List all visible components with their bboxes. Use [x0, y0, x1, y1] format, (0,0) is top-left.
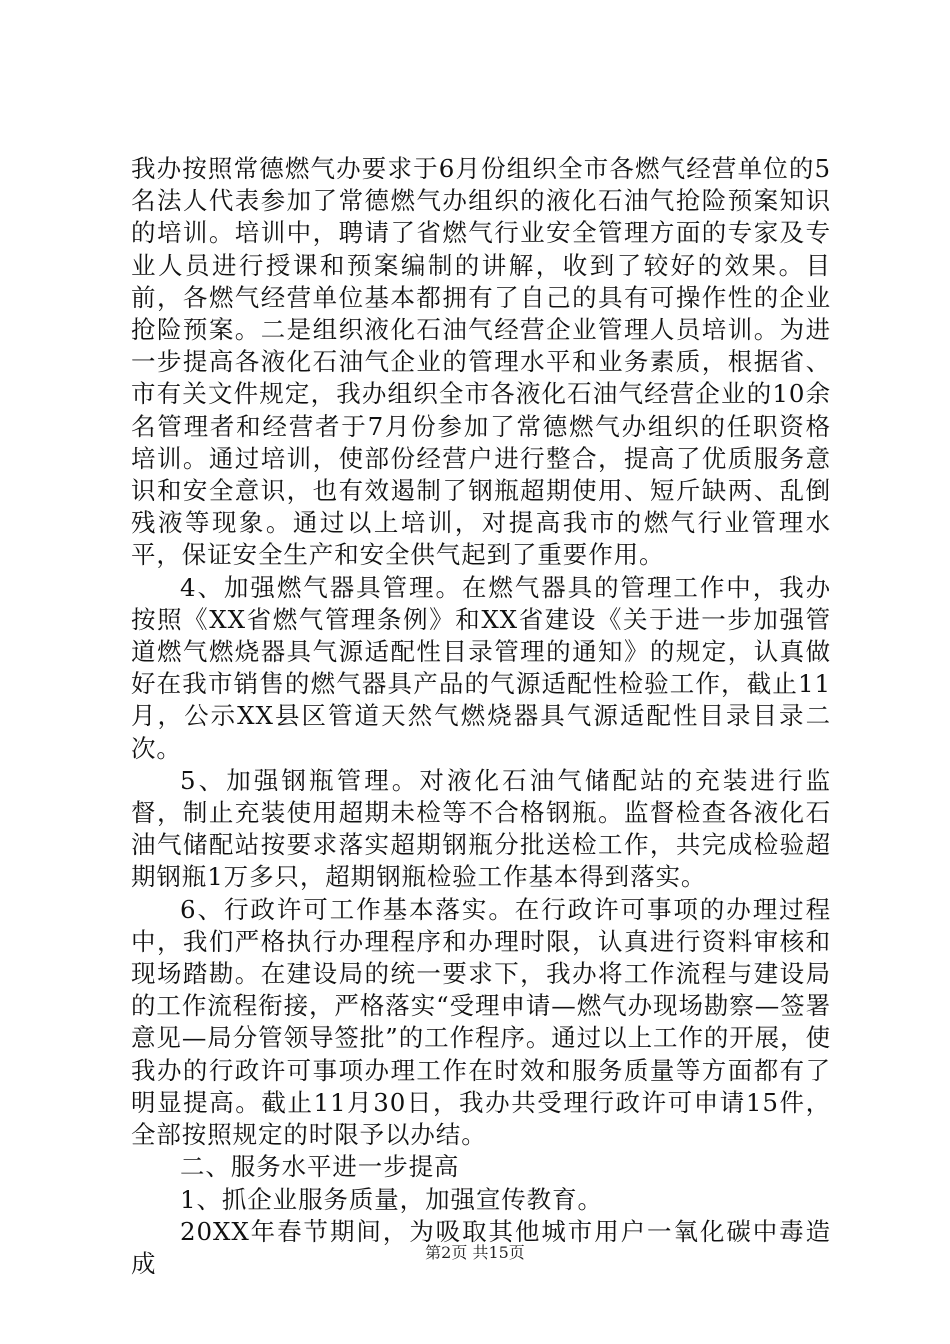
paragraph-training: 我办按照常德燃气办要求于6月份组织全市各燃气经营单位的5名法人代表参加了常德燃气办组织的液化石油气抢险预案知识的培训。培训中，聘请了省燃气行业安全管理方面的专家及专业人员进行授课和预案编制的讲解，收到了较好的效果。目前，各燃气经营单位基本都拥有了自己的具有可操作性的企业抢险预案。二是组织液化石油气经营企业管理人员培训。为进一步提高各液化石油气企业的管理水平和业务素质，根据省、市有关文件规定，我办组织全市各液化石油气经营企业的10余名管理者和经营者于7月份参加了常德燃气办组织的任职资格培训。通过培训，使部份经营户进行整合，提高了优质服务意识和安全意识，也有效遏制了钢瓶超期使用、短斤缺两、乱倒残液等现象。通过以上培训，对提高我市的燃气行业管理水平，保证安全生产和安全供气起到了重要作用。 — [131, 154, 831, 570]
paragraph-spring-festival: 20XX年春节期间，为吸取其他城市用户一氧化碳中毒造成 — [131, 1216, 831, 1278]
subheading-service-quality: 1、抓企业服务质量，加强宣传教育。 — [180, 1184, 603, 1214]
section-heading-service: 二、服务水平进一步提高 — [180, 1152, 460, 1182]
page-number-footer: 第2页 共15页 — [425, 1243, 525, 1262]
paragraph-gas-appliances: 4、加强燃气器具管理。在燃气器具的管理工作中，我办按照《XX省燃气管理条例》和XX省建设《关于进一步加强管道燃气燃烧器具气源适配性目录管理的通知》的规定，认真做好在我市销售的燃气器具产品的气源适配性检验工作，截止11月，公示XX县区管道天然气燃烧器具气源适配性目录目录二次。 — [131, 572, 831, 763]
paragraph-cylinders: 5、加强钢瓶管理。对液化石油气储配站的充装进行监督，制止充装使用超期未检等不合格钢瓶。监督检查各液化石油气储配站按要求落实超期钢瓶分批送检工作，共完成检验超期钢瓶1万多只，超期钢瓶检验工作基本得到落实。 — [131, 765, 831, 892]
document-body — [131, 153, 831, 1280]
paragraph-admin-permits: 6、行政许可工作基本落实。在行政许可事项的办理过程中，我们严格执行办理程序和办理时限，认真进行资料审核和现场踏勘。在建设局的统一要求下，我办将工作流程与建设局的工作流程衔接，严格落实“受理申请—燃气办现场勘察—签署意见—局分管领导签批”的工作程序。通过以上工作的开展，使我办的行政许可事项办理工作在时效和服务质量等方面都有了明显提高。截止11月30日，我办共受理行政许可申请15件，全部按照规定的时限予以办结。 — [131, 894, 831, 1150]
